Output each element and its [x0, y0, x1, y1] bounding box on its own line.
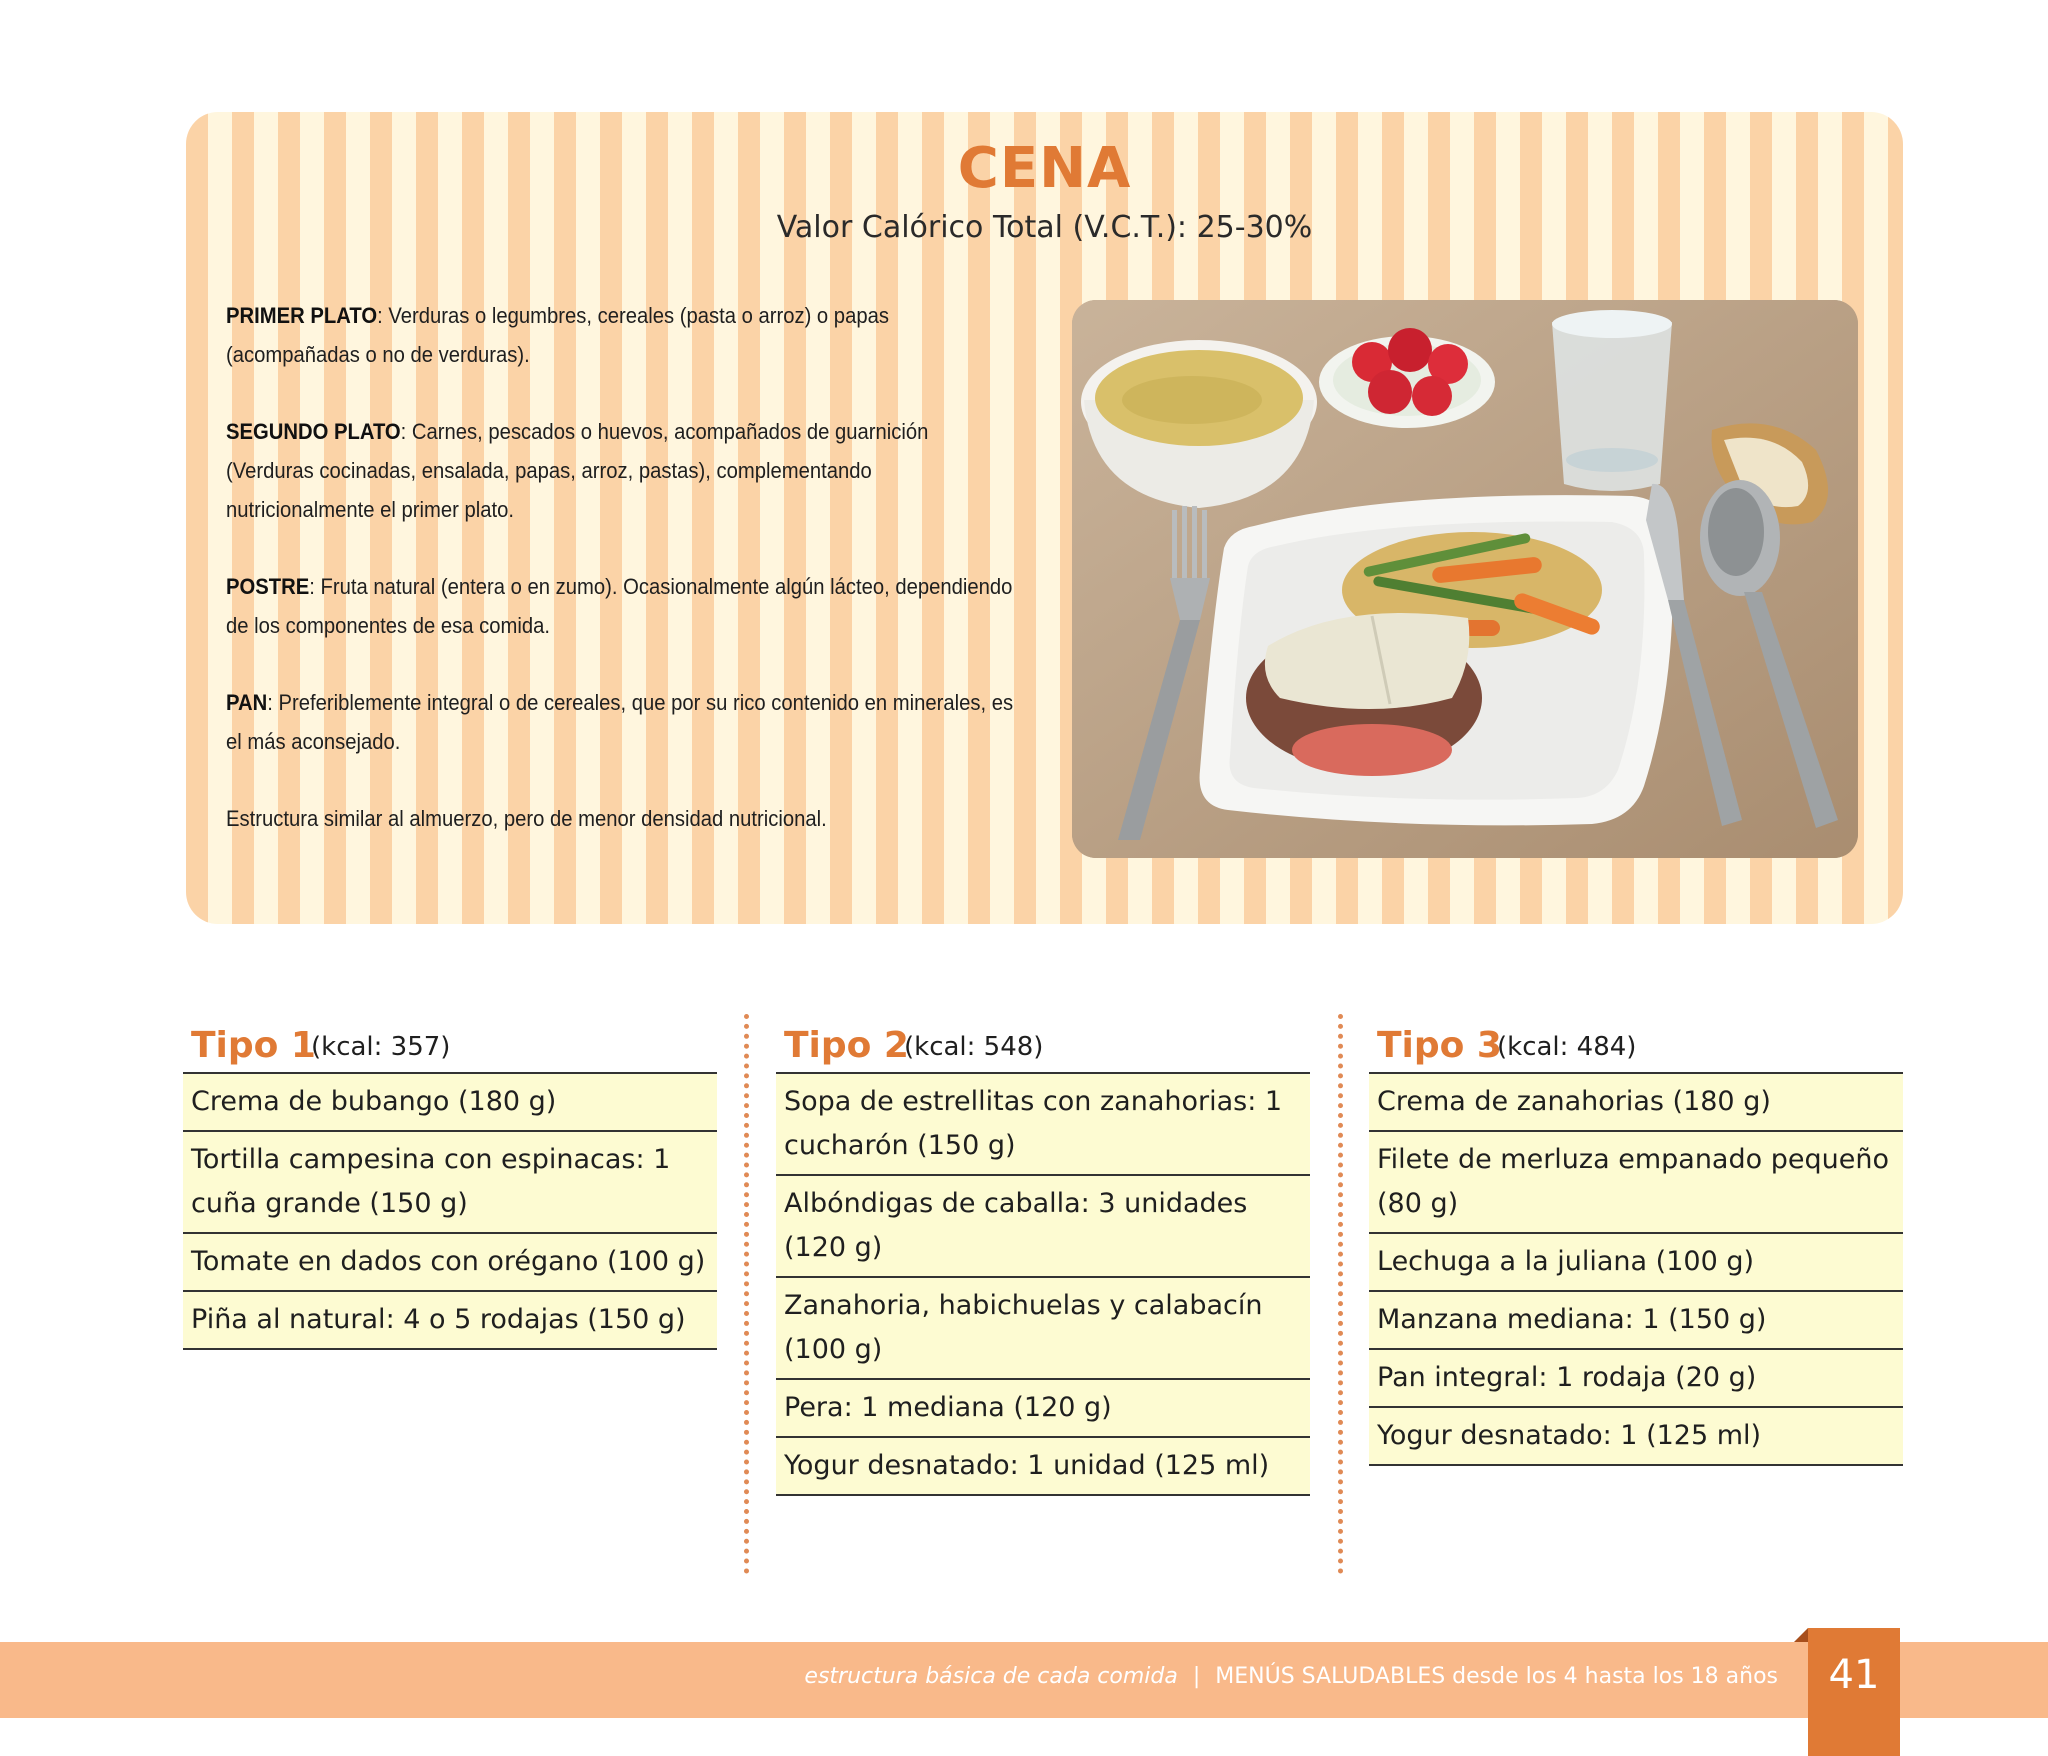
primer-plato-label: PRIMER PLATO — [226, 303, 378, 328]
pan-label: PAN — [226, 690, 268, 715]
meal-structure-text — [226, 296, 1026, 876]
dinner-photo-illustration — [1072, 300, 1858, 858]
list-item: Yogur desnatado: 1 unidad (125 ml) — [776, 1438, 1310, 1496]
page-number-tab — [1808, 1628, 1900, 1756]
pan-text: : Preferiblemente integral o de cereales, que por su rico contenido en minerales, es el más aconsejado. — [226, 690, 1014, 754]
menu-tipo-1 — [183, 1016, 717, 1350]
menu-tipo-1-kcal: (kcal: 357) — [311, 1032, 451, 1062]
list-item: Manzana mediana: 1 (150 g) — [1369, 1292, 1903, 1350]
segundo-plato-text: : Carnes, pescados o huevos, acompañados de guarnición (Verduras cocinadas, ensalada, papas, arroz, pastas), complementando nutricionalmente el primer plato. — [226, 419, 929, 522]
footer-section-name: estructura básica de cada comida — [804, 1664, 1178, 1689]
column-divider — [1338, 1014, 1343, 1574]
list-item: Tomate en dados con orégano (100 g) — [183, 1234, 717, 1292]
footer-separator: | — [1192, 1664, 1201, 1689]
list-item: Pan integral: 1 rodaja (20 g) — [1369, 1350, 1903, 1408]
primer-plato-paragraph — [226, 296, 1017, 374]
list-item: Filete de merluza empanado pequeño (80 g) — [1369, 1132, 1903, 1234]
list-item: Albóndigas de caballa: 3 unidades (120 g) — [776, 1176, 1310, 1278]
list-item: Pera: 1 mediana (120 g) — [776, 1380, 1310, 1438]
cena-panel — [186, 112, 1903, 924]
estructura-paragraph — [226, 799, 1017, 838]
list-item: Lechuga a la juliana (100 g) — [1369, 1234, 1903, 1292]
list-item: Piña al natural: 4 o 5 rodajas (150 g) — [183, 1292, 717, 1350]
list-item: Zanahoria, habichuelas y calabacín (100 g) — [776, 1278, 1310, 1380]
page-title: CENA — [957, 136, 1132, 201]
menu-tipo-1-title: Tipo 1 — [191, 1025, 316, 1066]
menu-tipo-2 — [776, 1016, 1310, 1496]
dinner-photo — [1072, 300, 1858, 858]
list-item: Sopa de estrellitas con zanahorias: 1 cucharón (150 g) — [776, 1074, 1310, 1176]
menu-tipo-1-header — [183, 1016, 717, 1074]
segundo-plato-label: SEGUNDO PLATO — [226, 419, 401, 444]
menu-tipo-2-header — [776, 1016, 1310, 1074]
water-glass-icon — [1552, 310, 1672, 491]
list-item: Tortilla campesina con espinacas: 1 cuña grande (150 g) — [183, 1132, 717, 1234]
menu-tipo-3-kcal: (kcal: 484) — [1497, 1032, 1637, 1062]
menu-tipo-2-title: Tipo 2 — [784, 1025, 909, 1066]
list-item: Yogur desnatado: 1 (125 ml) — [1369, 1408, 1903, 1466]
primer-plato-text: : Verduras o legumbres, cereales (pasta o arroz) o papas (acompañadas o no de verduras). — [226, 303, 889, 367]
pan-paragraph — [226, 683, 1017, 761]
list-item: Crema de zanahorias (180 g) — [1369, 1074, 1903, 1132]
segundo-plato-paragraph — [226, 412, 1017, 529]
postre-paragraph — [226, 567, 1017, 645]
postre-label: POSTRE — [226, 574, 310, 599]
menu-tipo-3-header — [1369, 1016, 1903, 1074]
postre-text: : Fruta natural (entera o en zumo). Ocasionalmente algún lácteo, dependiendo de los componentes de esa comida. — [226, 574, 1013, 638]
list-item: Crema de bubango (180 g) — [183, 1074, 717, 1132]
footer-book-title: MENÚS SALUDABLES desde los 4 hasta los 18 años — [1215, 1664, 1778, 1689]
column-divider — [744, 1014, 749, 1574]
menu-tipo-3-title: Tipo 3 — [1377, 1025, 1502, 1066]
menu-tipo-3 — [1369, 1016, 1903, 1466]
estructura-text: Estructura similar al almuerzo, pero de menor densidad nutricional. — [226, 806, 827, 831]
page-number: 41 — [1828, 1652, 1880, 1698]
dinner-plate-icon — [1200, 495, 1673, 825]
page-subtitle: Valor Calórico Total (V.C.T.): 25-30% — [776, 210, 1313, 245]
menu-tipo-2-kcal: (kcal: 548) — [904, 1032, 1044, 1062]
footer-text — [804, 1664, 1778, 1689]
